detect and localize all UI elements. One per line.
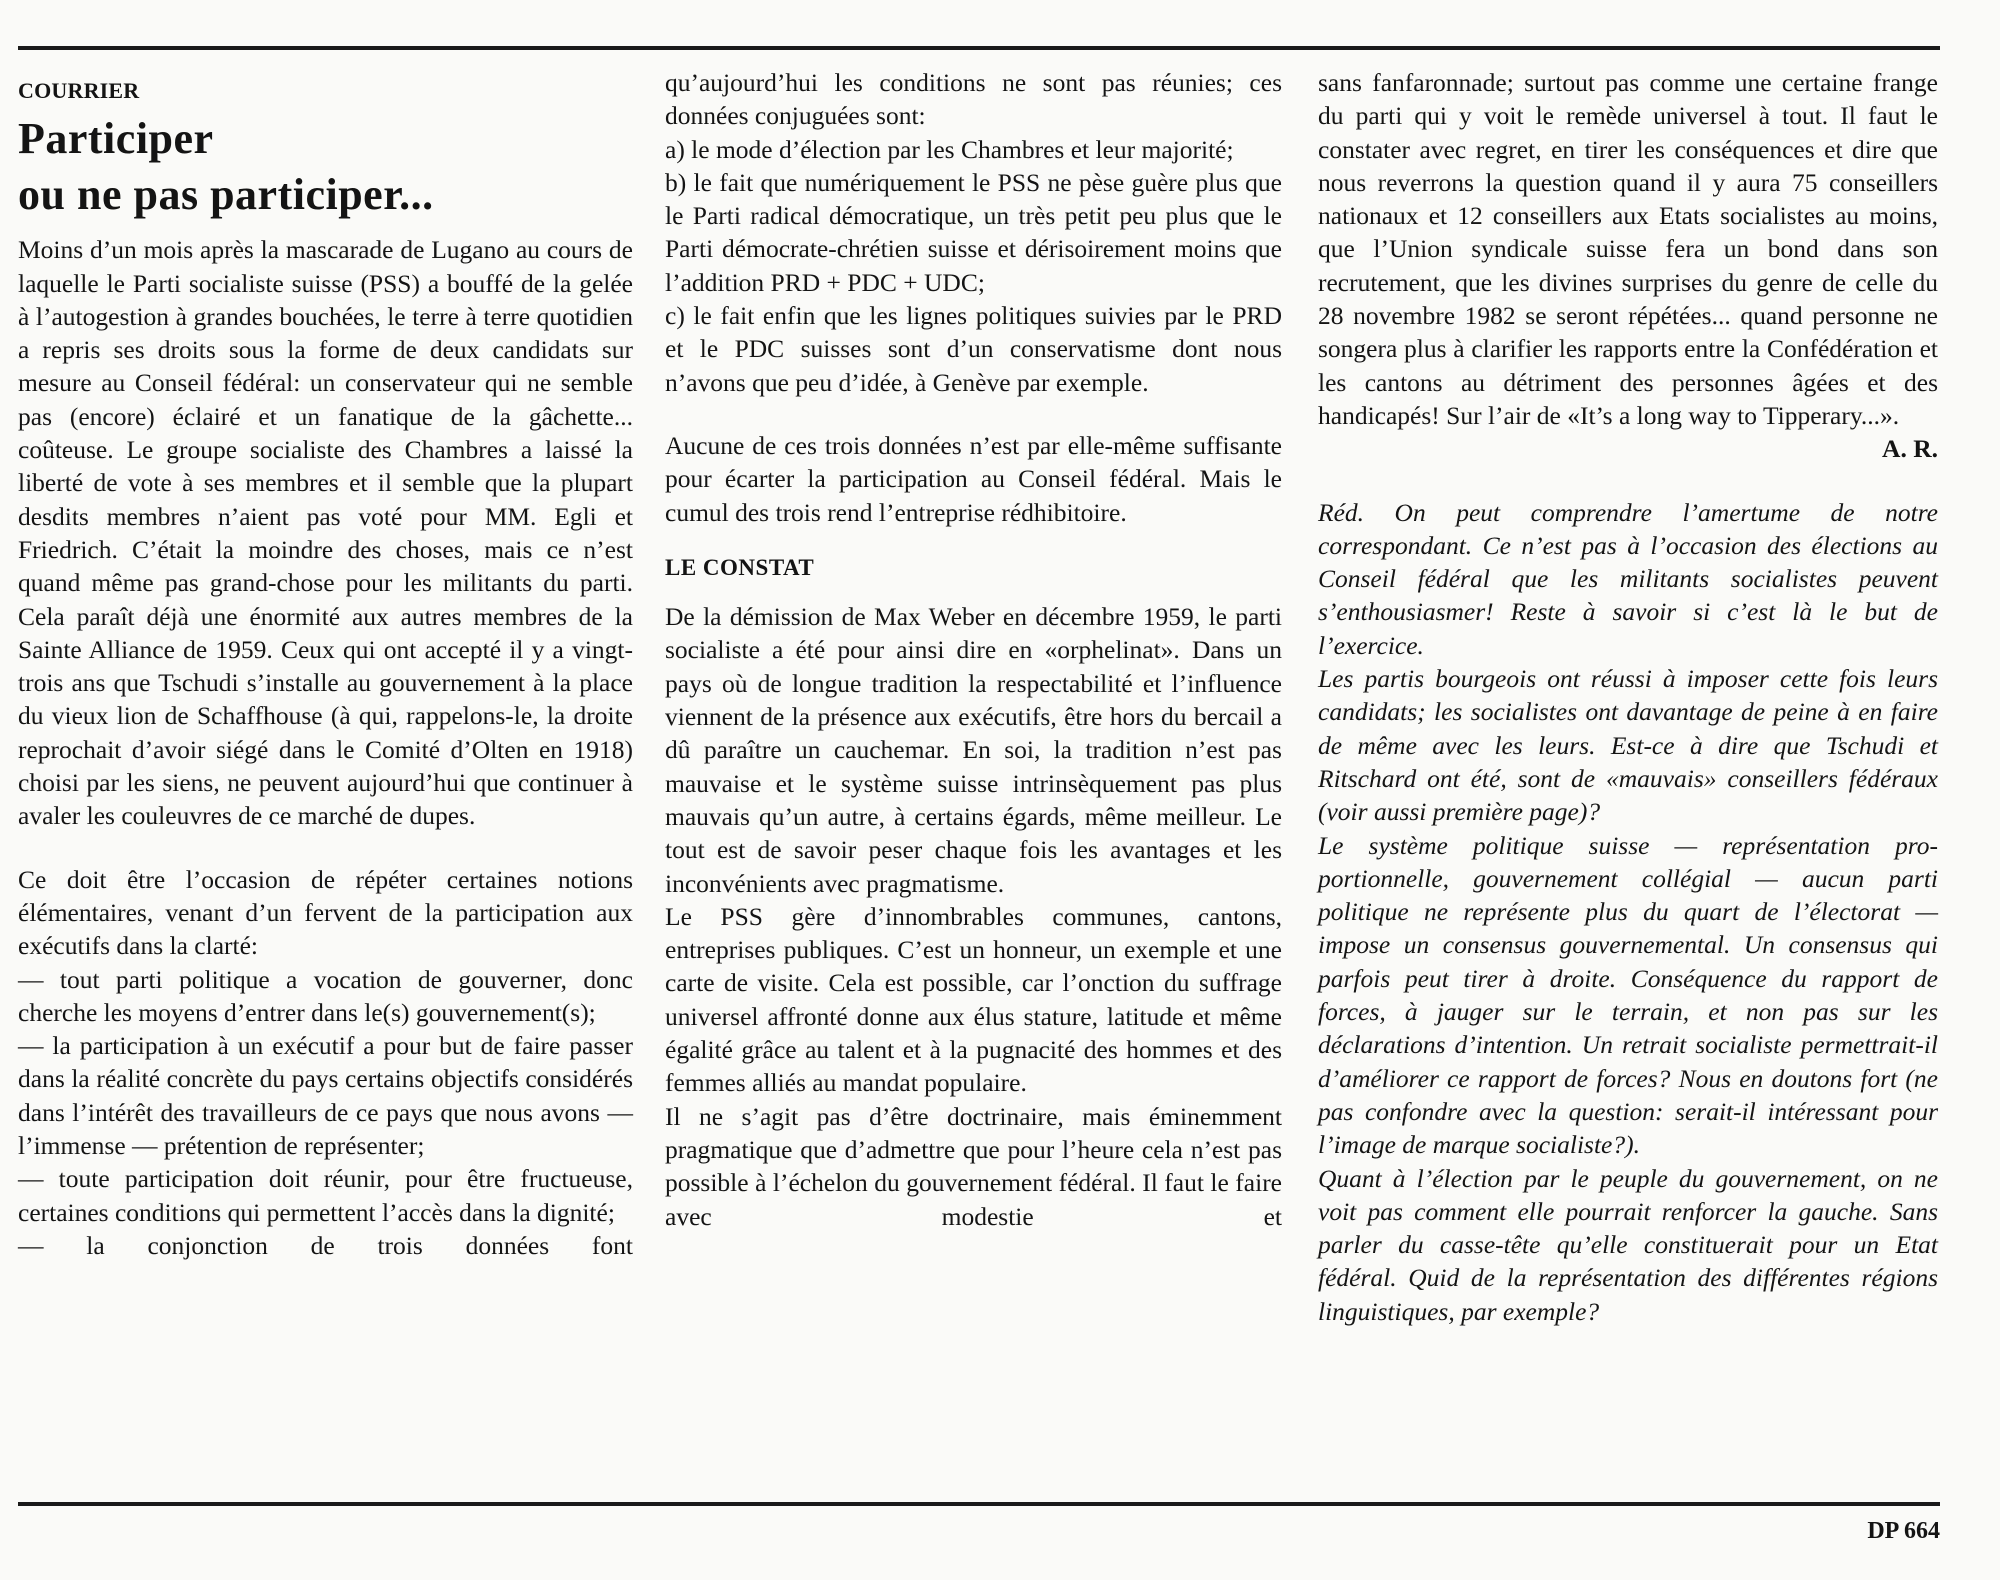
list-item: — la participation à un exécutif a pour but de faire passer dans la réalité concrète du pays certains objectifs considérés dans l’intérêt des travailleurs de ce pays que nous avons — l’immense — prétention de représenter; xyxy=(18,1031,633,1161)
signature: A. R. xyxy=(1882,434,1938,464)
top-rule xyxy=(18,46,1940,50)
column-2 xyxy=(665,66,1282,1233)
headline-line-2: ou ne pas participer... xyxy=(18,170,434,220)
paragraph: Ce doit être l’occasion de répéter certaines notions élémentaires, venant d’un fervent de la participation aux exécutifs dans la clarté: xyxy=(18,864,633,961)
editorial-note: Quant à l’élection par le peuple du gouvernement, on ne voit pas comment elle pourrait renforcer la gauche. Sans parler du casse-tête qu’elle constituerait pour un Etat fédéral. Quid de la représentation des différentes régions linguistiques, par exemple? xyxy=(1318,1163,1938,1326)
headline xyxy=(18,111,633,223)
rubric: COURRIER xyxy=(18,78,140,103)
paragraph: sans fanfaronnade; surtout pas comme une certaine frange du parti qui y voit le remède universel à tout. Il faut le constater avec regret, en tirer les conséquences et dire que nous reverrons la question quand il y aura 75 conseillers nationaux et 12 conseillers aux Etats socialistes au moins, que l’Union syndicale suisse fera un bond dans son recrutement, que les divines surprises du genre de celle du 28 novembre 1982 se seront répétées... quand personne ne songera plus à clarifier les rapports entre la Confédération et les cantons au détriment des personnes âgées et des handicapés! Sur l’air de «It’s a long way to Tipperary...». xyxy=(1318,68,1938,430)
editorial-note: Réd. On peut comprendre l’amertume de notre correspondant. Ce n’est pas à l’occasion des élections au Conseil fédéral que les militants socialistes peuvent s’enthousiasmer! Reste à savoir si c’est là le but de l’exercice. xyxy=(1318,497,1938,660)
paragraph: Moins d’un mois après la mascarade de Lugano au cours de laquelle le Parti socialiste suisse (PSS) a bouffé de la gelée à l’autogestion à grandes bouchées, le terre à terre quotidien a repris ses droits sous la forme de deux candidats sur mesure au Conseil fédéral: un conservateur qui ne semble pas (encore) éclairé et un fanatique de la gâchette... coûteuse. Le groupe socialiste des Chambres a laissé la liberté de vote à ses membres et il semble que la plupart desdits membres n’aient pas voté pour MM. Egli et Friedrich. C’était la moindre des choses, mais ce n’est quand même pas grand-chose pour les militants du parti. Cela paraît déjà une énormité aux autres membres de la Sainte Alliance de 1959. Ceux qui ont accepté il y a vingt-trois ans que Tschudi s’installe au gouvernement à la place du vieux lion de Schaffhouse (à qui, rappelons-le, la droite reprochait d’avoir siégé dans le Comité d’Olten en 1918) choisi par les siens, ne peuvent aujourd’hui que continuer à avaler les couleuvres de ce marché de dupes. xyxy=(18,235,633,831)
headline-line-1: Participer xyxy=(18,114,214,164)
paragraph: Le PSS gère d’innombrables communes, cantons, entreprises publiques. C’est un honneur, un exemple et une carte de visite. Cela est possible, car l’onction du suffrage universel affronté donne aux élus stature, latitude et même égalité grâce au talent et à la pugnacité des hommes et des femmes alliés au mandat populaire. xyxy=(665,901,1282,1098)
list-item: a) le mode d’élection par les Chambres et leur majorité; xyxy=(665,134,1234,164)
editorial-note: Le système politique suisse — représentation proportionnelle, gouvernement collégial — aucun parti politique ne représente plus du quart de l’électorat — impose un consensus gouvernemental. Un consensus qui parfois peut tirer à droite. Conséquence du rapport de forces, à jauger sur le terrain, et non pas sur les déclarations d’intention. Un retrait socialiste permettrait-il d’améliorer ce rapport de forces? Nous en doutons fort (ne pas confondre avec la question: serait-il intéressant pour l’image de marque socialiste?). xyxy=(1318,830,1938,1160)
bottom-rule xyxy=(18,1502,1940,1506)
list-item: — tout parti politique a vocation de gouverner, donc cherche les moyens d’entrer dans le(s) gouvernement(s); xyxy=(18,964,633,1027)
paragraph: Il ne s’agit pas d’être doctrinaire, mais éminemment pragmatique que d’admettre que pour l’heure cela n’est pas possible à l’échelon du gouvernement fédéral. Il faut le faire avec modestie et xyxy=(665,1101,1282,1231)
section-heading: LE CONSTAT xyxy=(665,554,815,580)
list-item: — la conjonction de trois données font xyxy=(18,1230,633,1260)
column-1 xyxy=(18,66,633,1262)
editorial-note: Les partis bourgeois ont réussi à imposer cette fois leurs candidats; les socialistes ont davantage de peine à en faire de même avec les leurs. Est-ce à dire que Tschudi et Ritschard ont été, sont de «mauvais» conseillers fédéraux (voir aussi première page)? xyxy=(1318,664,1938,827)
list-item: — toute participation doit réunir, pour être fructueuse, certaines conditions qui permettent l’accès dans la dignité; xyxy=(18,1164,633,1227)
list-item: c) le fait enfin que les lignes politiques suivies par le PRD et le PDC suisses sont d’un conservatisme dont nous n’avons que peu d’idée, à Genève par exemple. xyxy=(665,301,1282,397)
column-3 xyxy=(1318,66,1938,1328)
page-footer: DP 664 xyxy=(1867,1518,1940,1544)
paragraph: De la démission de Max Weber en décembre 1959, le parti socialiste a été pour ainsi dire en «orphelinat». Dans un pays où de longue tradition la respectabilité et l’influence viennent de la présence aux exécutifs, être hors du bercail a dû paraître un cauchemar. En soi, la tradition n’est pas mauvaise et le système suisse intrinsèquement pas plus mauvais qu’un autre, à certains égards, même meilleur. Le tout est de savoir peser chaque fois les avantages et les inconvénients avec pragmatisme. xyxy=(665,602,1282,898)
paragraph: qu’aujourd’hui les conditions ne sont pas réunies; ces données conjuguées sont: xyxy=(665,68,1282,131)
paragraph: Aucune de ces trois données n’est par elle-même suffisante pour écarter la participation au Conseil fédéral. Mais le cumul des trois rend l’entreprise rédhibitoire. xyxy=(665,430,1282,527)
list-item: b) le fait que numériquement le PSS ne pèse guère plus que le Parti radical démocratique, un très petit peu plus que le Parti démocrate-chrétien suisse et dérisoirement moins que l’addition PRD + PDC + UDC; xyxy=(665,167,1282,297)
